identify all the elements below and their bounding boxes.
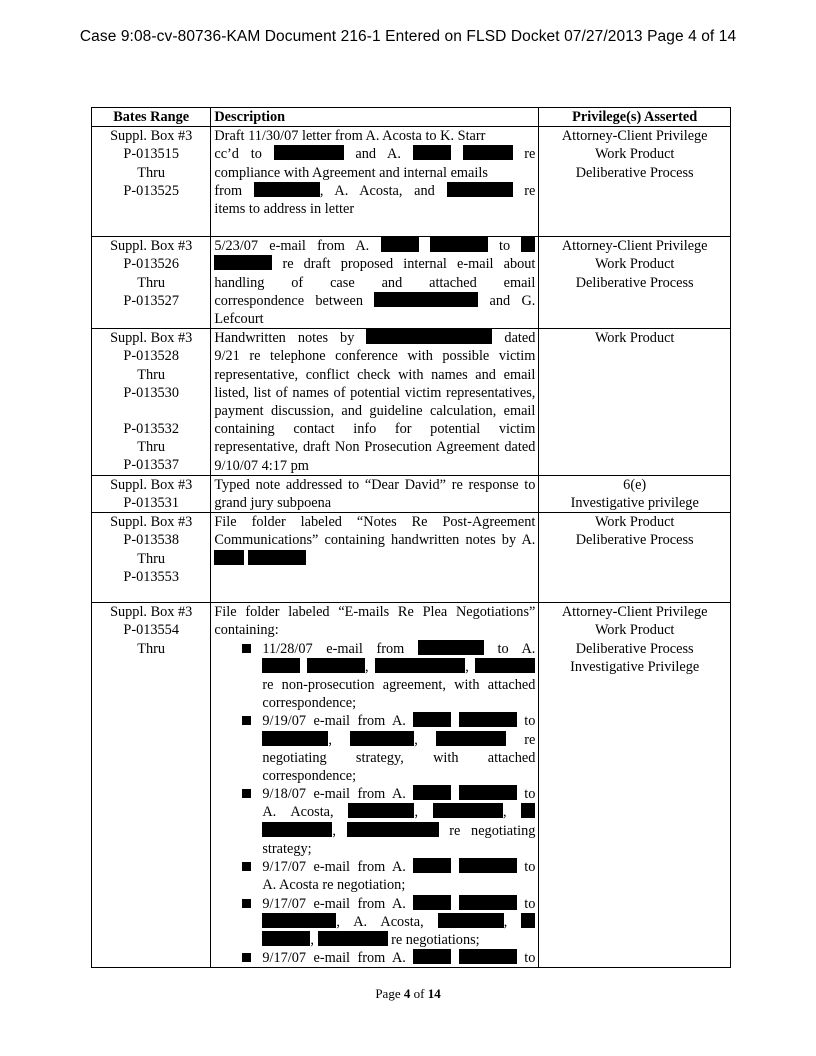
redaction — [459, 949, 517, 964]
bullet-icon — [242, 716, 251, 725]
redaction — [430, 237, 488, 252]
docket-header: Case 9:08-cv-80736-KAM Document 216-1 Entered on FLSD Docket 07/27/2013 Page 4 of 14 — [79, 28, 737, 45]
redaction — [375, 658, 465, 673]
redaction — [459, 895, 517, 910]
list-item: 11/28/07 e-mail from to A. , , re non-prosecution agreement, with attached correspondence; — [242, 640, 535, 713]
redaction — [254, 182, 320, 197]
redaction — [248, 550, 306, 565]
bates-cell: Suppl. Box #3 P-013531 — [92, 475, 211, 512]
redaction — [413, 949, 451, 964]
redaction — [521, 237, 535, 252]
bates-cell: Suppl. Box #3 P-013528 Thru P-013530 P-013532 Thru P-013537 — [92, 329, 211, 476]
redaction — [318, 931, 388, 946]
bullet-icon — [242, 953, 251, 962]
redaction — [459, 858, 517, 873]
description-cell: File folder labeled “E-mails Re Plea Negotiations” containing: 11/28/07 e-mail from to A. , , re non-prosecution agreement, with attached correspondence; 9/19/07 e-mail from A. to , , re negotiating strategy, with attached correspondence; 9/18/07 e-mail from A. to A. Acosta, , , , re negotiating strategy; 9/17/07 e-mail from A. to A. Acosta re negotiation; 9/17/07 e-mail from A. to , A. Acosta, , , re negotiations; 9/17/07 e-mail from A. to — [211, 603, 539, 968]
privilege-log-table — [91, 107, 731, 968]
col-header-bates: Bates Range — [92, 108, 211, 127]
col-header-description: Description — [211, 108, 539, 127]
redaction — [413, 895, 451, 910]
privileges-cell: Work Product Deliberative Process — [539, 513, 731, 603]
description-cell: Draft 11/30/07 letter from A. Acosta to K. Starr cc’d to and A. re compliance with Agreement and internal emails from , A. Acosta, and re items to address in letter — [211, 127, 539, 237]
redaction — [274, 145, 344, 160]
redaction — [413, 712, 451, 727]
redaction — [475, 658, 535, 673]
redaction — [418, 640, 484, 655]
bates-cell: Suppl. Box #3 P-013538 Thru P-013553 — [92, 513, 211, 603]
redaction — [381, 237, 419, 252]
description-cell: Handwritten notes by dated 9/21 re telephone conference with possible victim representative, conflict check with names and email listed, list of names of potential victim representatives, payment discussion, and guideline calculation, email containing contact info for potential victim representative, draft Non Prosecution Agreement dated 9/10/07 4:17 pm — [211, 329, 539, 476]
list-item: 9/18/07 e-mail from A. to A. Acosta, , , , re negotiating strategy; — [242, 785, 535, 858]
privileges-cell: Work Product — [539, 329, 731, 476]
privileges-cell: Attorney-Client Privilege Work Product Deliberative Process — [539, 237, 731, 329]
table-row — [92, 513, 731, 603]
table-row — [92, 127, 731, 237]
redaction — [214, 255, 272, 270]
description-cell: Typed note addressed to “Dear David” re response to grand jury subpoena — [211, 475, 539, 512]
redaction — [459, 712, 517, 727]
description-cell: 5/23/07 e-mail from A. to re draft proposed internal e-mail about handling of case and attached email correspondence between and G. Lefcourt — [211, 237, 539, 329]
redaction — [521, 913, 535, 928]
privileges-cell: 6(e) Investigative privilege — [539, 475, 731, 512]
redaction — [463, 145, 513, 160]
redaction — [262, 931, 310, 946]
redaction — [347, 822, 439, 837]
redaction — [433, 803, 503, 818]
redaction — [262, 822, 332, 837]
redaction — [438, 913, 504, 928]
bullet-icon — [242, 789, 251, 798]
redaction — [459, 785, 517, 800]
table-row — [92, 329, 731, 476]
redaction — [214, 550, 244, 565]
bates-cell: Suppl. Box #3 P-013554 Thru — [92, 603, 211, 968]
redaction — [521, 803, 535, 818]
privileges-cell: Attorney-Client Privilege Work Product Deliberative Process — [539, 127, 731, 237]
col-header-privileges: Privilege(s) Asserted — [539, 108, 731, 127]
redaction — [413, 785, 451, 800]
page-footer: Page 4 of 14 — [375, 986, 441, 1001]
redaction — [262, 658, 300, 673]
redaction — [374, 292, 478, 307]
table-header-row — [92, 108, 731, 127]
redaction — [350, 731, 414, 746]
description-cell: File folder labeled “Notes Re Post-Agreement Communications” containing handwritten notes by A. — [211, 513, 539, 603]
redaction — [366, 329, 492, 344]
list-item: 9/19/07 e-mail from A. to , , re negotiating strategy, with attached correspondence; — [242, 712, 535, 785]
redaction — [447, 182, 513, 197]
list-item: 9/17/07 e-mail from A. to — [242, 949, 535, 967]
redaction — [262, 913, 336, 928]
bates-cell: Suppl. Box #3 P-013515 Thru P-013525 — [92, 127, 211, 237]
email-list — [214, 640, 535, 968]
table-row — [92, 237, 731, 329]
bullet-icon — [242, 899, 251, 908]
list-item: 9/17/07 e-mail from A. to , A. Acosta, , , re negotiations; — [242, 895, 535, 950]
bullet-icon — [242, 862, 251, 871]
bates-cell: Suppl. Box #3 P-013526 Thru P-013527 — [92, 237, 211, 329]
redaction — [262, 731, 328, 746]
redaction — [436, 731, 506, 746]
table-row — [92, 603, 731, 968]
privileges-cell: Attorney-Client Privilege Work Product Deliberative Process Investigative Privilege — [539, 603, 731, 968]
redaction — [413, 145, 451, 160]
list-item: 9/17/07 e-mail from A. to A. Acosta re negotiation; — [242, 858, 535, 894]
redaction — [413, 858, 451, 873]
redaction — [307, 658, 365, 673]
redaction — [348, 803, 414, 818]
table-row — [92, 475, 731, 512]
bullet-icon — [242, 644, 251, 653]
